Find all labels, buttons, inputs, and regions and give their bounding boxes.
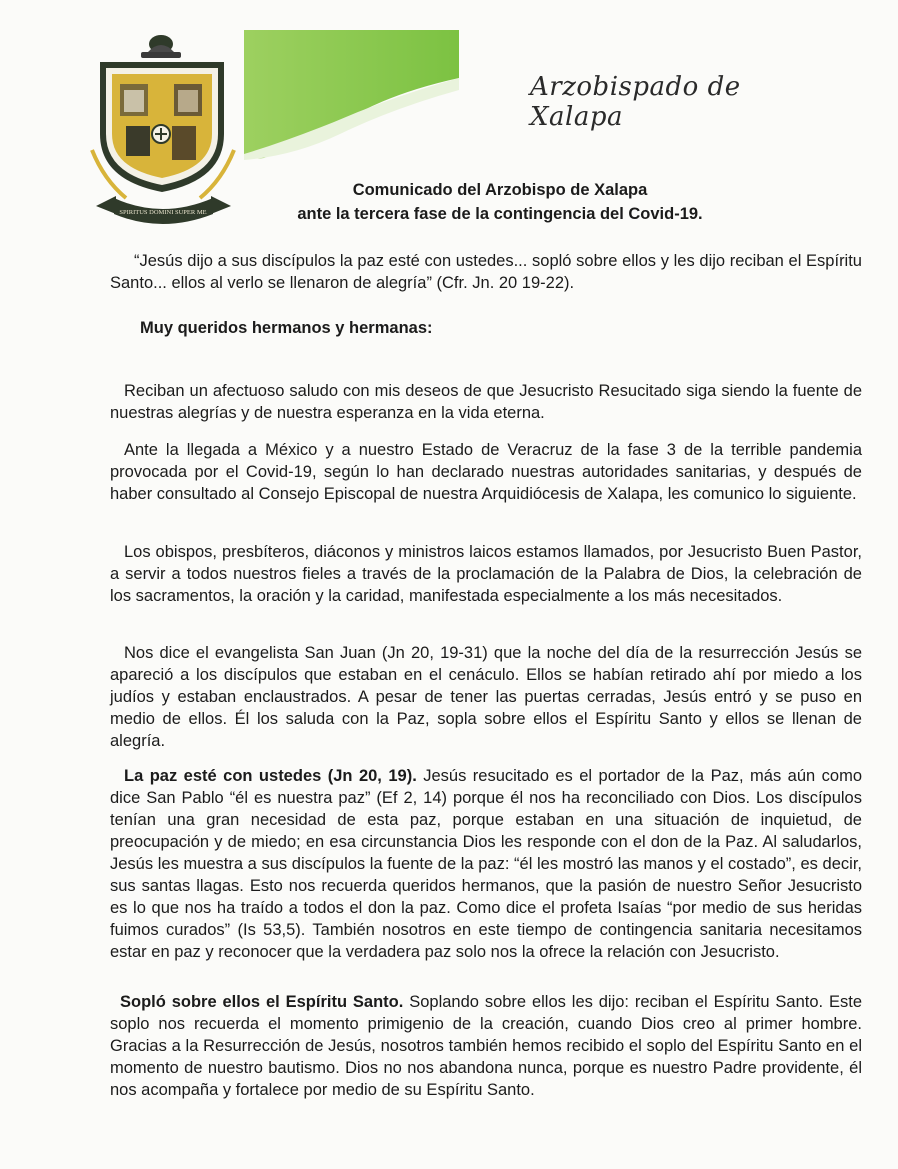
paragraph-6 [110,991,862,1101]
paragraph-6-heading: Sopló sobre ellos el Espíritu Santo. [120,993,404,1011]
greeting: Muy queridos hermanos y hermanas: [140,319,433,337]
crest-motto-text: SPIRITUS DOMINI SUPER ME [119,209,207,216]
paragraph-6-body: Soplando sobre ellos les dijo: reciban el Espíritu Santo. Este soplo nos recuerda el momento primigenio de la creación, cuando Dios creo al primer hombre. Gracias a la Resurrección de Jesús, nosotros también hemos recibido el soplo del Espíritu Santo en el momento de nuestro bautismo. Dios no nos abandona nunca, porque es nuestro Padre providente, él nos acompaña y fortalece por medio de su Espíritu Santo. [110,993,862,1099]
paragraph-3: Los obispos, presbíteros, diáconos y ministros laicos estamos llamados, por Jesucristo Buen Pastor, a servir a todos nuestros fieles a través de la proclamación de la Palabra de Dios, la celebración de los sacramentos, la oración y la caridad, manifestada especialmente a los más necesitados. [110,543,862,605]
paragraph-1: Reciban un afectuoso saludo con mis deseos de que Jesucristo Resucitado siga siendo la fuente de nuestras alegrías y de nuestra esperanza en la vida eterna. [110,382,862,422]
paragraph-5-body: Jesús resucitado es el portador de la Paz, más aún como dice San Pablo “él es nuestra paz” (Ef 2, 14) porque él nos ha reconciliado con Dios. Los discípulos tenían una gran necesidad de esta paz, porque estaban en una situación de inquietud, de preocupación y de miedo; en esa circunstancia Dios les responde con el don de la Paz. Al saludarlos, Jesús les muestra a sus discípulos la fuente de la paz: “él les mostró las manos y el costado”, es decir, sus santas llagas. Esto nos recuerda queridos hermanos, que la pasión de nuestro Señor Jesucristo es lo que nos ha traído a todos el don la paz. Como dice el profeta Isaías “por medio de sus heridas fuimos curados” (Is 53,5). También nosotros en este tiempo de contingencia sanitaria necesitamos estar en paz y reconocer que la verdadera paz solo nos la ofrece la relación con Jesucristo. [110,767,862,961]
green-wave-banner [244,30,459,160]
paragraph-5-heading: La paz esté con ustedes (Jn 20, 19). [124,767,417,785]
paragraph-5 [110,765,862,963]
document-title [200,178,800,226]
title-line-1: Comunicado del Arzobispo de Xalapa [352,181,648,199]
opening-quote: “Jesús dijo a sus discípulos la paz esté con ustedes... sopló sobre ellos y les dijo reciban el Espíritu Santo... ellos al verlo se llenaron de alegría” (Cfr. Jn. 20 19-22). [110,252,862,292]
paragraph-2: Ante la llegada a México y a nuestro Estado de Veracruz de la fase 3 de la terrible pandemia provocada por el Covid-19, según lo han declarado nuestras autoridades sanitarias, y después de haber consultado al Consejo Episcopal de nuestra Arquidiócesis de Xalapa, les comunico lo siguiente. [110,441,862,503]
title-line-2: ante la tercera fase de la contingencia del Covid-19. [297,205,703,223]
paragraph-4: Nos dice el evangelista San Juan (Jn 20, 19-31) que la noche del día de la resurrección Jesús se apareció a los discípulos que estaban en el cenáculo. Ellos se habían retirado ahí por miedo a los judíos y estaban enclaustrados. A pesar de tener las puertas cerradas, Jesús entró y se puso en medio de ellos. Él los saluda con la Paz, sopla sobre ellos el Espíritu Santo y ellos se llenan de alegría. [110,644,862,750]
brand-signature: Arzobispado de Xalapa [530,72,741,132]
